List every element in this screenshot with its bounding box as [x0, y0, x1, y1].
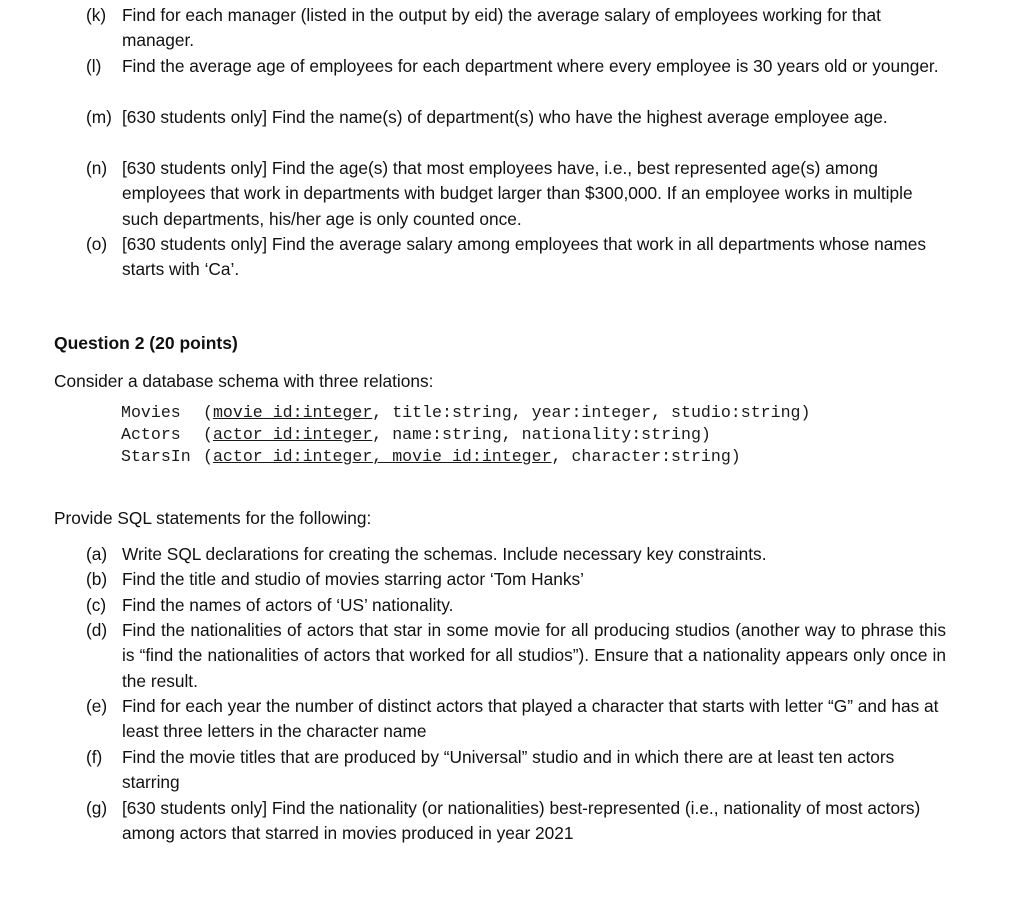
- list-item-d: [86, 618, 946, 694]
- schema-open-paren: (: [203, 447, 213, 466]
- schema-starsin: [121, 446, 810, 468]
- provide-instruction: Provide SQL statements for the following:: [54, 508, 372, 528]
- schema-attributes: , name:string, nationality:string): [372, 425, 711, 444]
- list-item-text: Find for each year the number of distinct actors that played a character that starts with letter “G” and has at least three letters in the character name: [122, 696, 939, 742]
- list-item-e: [86, 694, 946, 745]
- list-item-text: [630 students only] Find the average salary among employees that work in all departments whose names starts with ‘Ca’.: [122, 234, 927, 280]
- list-item-f: [86, 745, 946, 796]
- list-marker: (l): [86, 56, 102, 76]
- list-item-b: [86, 567, 946, 592]
- list-marker: (g): [86, 798, 108, 818]
- list-item-g: [86, 796, 946, 847]
- schema-attributes: , character:string): [551, 447, 741, 466]
- list-item-a: [86, 542, 946, 567]
- list-item-text: Find the names of actors of ‘US’ nationality.: [122, 595, 454, 615]
- list-item-c: [86, 593, 946, 618]
- list-item-text: [630 students only] Find the name(s) of department(s) who have the highest average employee age.: [122, 107, 888, 127]
- list-item-text: Find the title and studio of movies starring actor ‘Tom Hanks’: [122, 569, 584, 589]
- list-item-k: [86, 3, 946, 54]
- list-item-text: [630 students only] Find the nationality (or nationalities) best-represented (i.e., nationality of most actors) among actors that starred in movies produced in year 2021: [122, 798, 921, 844]
- list-item-o: [86, 232, 946, 283]
- list-item-text: Find for each manager (listed in the output by eid) the average salary of employees working for that manager.: [122, 5, 881, 51]
- list-item-text: [630 students only] Find the age(s) that most employees have, i.e., best represented age(s) among employees that work in departments with budget larger than $300,000. If an employee works in multiple such departments, his/her age is only counted once.: [122, 158, 913, 229]
- schema-open-paren: (: [203, 425, 213, 444]
- relation-name: Actors: [121, 425, 181, 444]
- list-item-text: Find the average age of employees for each department where every employee is 30 years old or younger.: [122, 56, 939, 76]
- list-item-text: Write SQL declarations for creating the schemas. Include necessary key constraints.: [122, 544, 767, 564]
- primary-key: movie_id:integer: [212, 403, 373, 422]
- relation-name: Movies: [121, 403, 181, 422]
- list-item-n: [86, 156, 946, 232]
- schema-actors: [121, 424, 810, 446]
- list-marker: (a): [86, 544, 108, 564]
- schema-block: [121, 402, 810, 468]
- list-marker: (d): [86, 620, 108, 640]
- schema-intro: Consider a database schema with three relations:: [54, 371, 434, 391]
- list-item-text: Find the movie titles that are produced by “Universal” studio and in which there are at least ten actors starring: [122, 747, 895, 793]
- list-marker: (b): [86, 569, 108, 589]
- primary-key: actor_id:integer: [212, 425, 373, 444]
- schema-attributes: , title:string, year:integer, studio:string): [372, 403, 811, 422]
- list-marker: (n): [86, 158, 108, 178]
- list-marker: (m): [86, 107, 112, 127]
- list-item-l: [86, 54, 946, 79]
- list-item-m: [86, 105, 946, 130]
- list-marker: (e): [86, 696, 108, 716]
- list-marker: (k): [86, 5, 107, 25]
- schema-movies: [121, 402, 810, 424]
- list-marker: (o): [86, 234, 108, 254]
- relation-name: StarsIn: [121, 447, 191, 466]
- list-marker: (f): [86, 747, 103, 767]
- question-heading: Question 2 (20 points): [54, 333, 238, 353]
- schema-open-paren: (: [203, 403, 213, 422]
- primary-key: actor_id:integer, movie_id:integer: [212, 447, 552, 466]
- list-item-text: Find the nationalities of actors that star in some movie for all producing studios (another way to phrase this is “find the nationalities of actors that worked for all studios”). Ensure that a nationality appears only once in the result.: [122, 620, 946, 691]
- list-marker: (c): [86, 595, 107, 615]
